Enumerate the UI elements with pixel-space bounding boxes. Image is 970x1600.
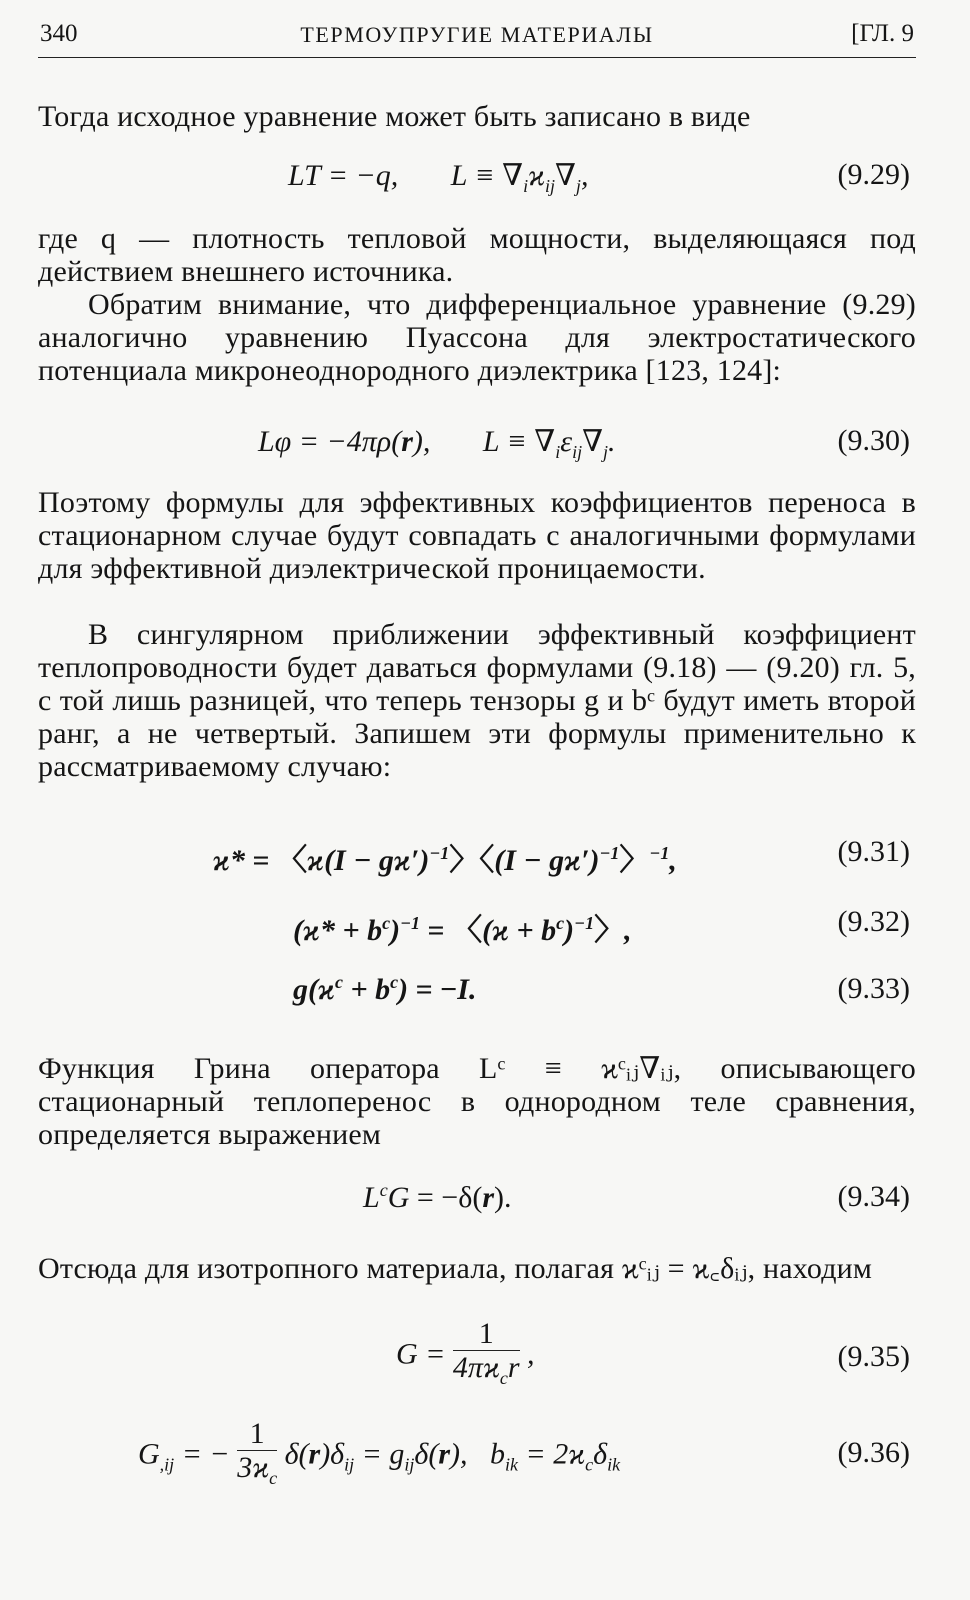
equation-9-30 [38,424,916,464]
page-number: 340 [40,20,78,47]
equation-number: (9.30) [837,424,910,457]
paragraph-7: Отсюда для изотропного материала, полагая ϰᶜᵢⱼ = ϰ꜀δᵢⱼ, находим [38,1252,873,1285]
running-title: ТЕРМОУПРУГИЕ МАТЕРИАЛЫ [300,22,654,47]
paragraph-5: В сингулярном приближении эффективный коэффициент теплопроводности будет даваться формулами (9.18) — (9.20) гл. 5, с той лишь разницей, что теперь тензоры g и bᶜ будут иметь второй ранг, а не четвертый. Запишем эти формулы применительно к рассматриваемому случаю: [38,618,916,783]
paragraph-4: Поэтому формулы для эффективных коэффициентов переноса в стационарном случае будут совпадать с аналогичными формулами для эффективной диэлектрической проницаемости. [38,486,916,585]
chapter-label: [ГЛ. 9 [851,20,914,47]
paragraph-2: где q — плотность тепловой мощности, выделяющаяся под действием внешнего источника. [38,222,916,288]
book-page [38,0,916,1600]
equation-formula: Lφ = −4πρ(r), $L \equiv \nabla_i\varepsilon_{ij}\nabla_j$. [258,425,616,462]
equation-formula: LT = −q, $L \equiv \nabla_iϰ_{ij}\nabla_j$, [288,159,589,196]
equation-number: (9.29) [837,158,910,191]
paragraph-6: Функция Грина оператора Lᶜ ≡ ϰᶜᵢⱼ∇ᵢⱼ, описывающего стационарный теплоперенос в однородном теле сравнения, определяется выражением [38,1052,916,1151]
running-header [38,14,916,54]
paragraph-3: Обратим внимание, что дифференциальное уравнение (9.29) аналогично уравнению Пуассона для электростатического потенциала микронеоднородного диэлектрика [123, 124]: [38,288,916,387]
equation-formula: $G_{,ij}$ = − $\frac{1}{3ϰ_c}$ $\delta(r)\delta_{ij} = g_{ij}\delta(r)$, $b_{ik} = 2ϰ_c\delta_{ik}$ [138,1417,621,1488]
equation-9-32 [38,905,916,945]
equation-formula: $g(ϰ^c + b^c) = -I$. [293,972,477,1006]
equation-9-36 [38,1418,916,1498]
equation-number: (9.34) [837,1180,910,1213]
equation-number: (9.31) [837,835,910,868]
header-rule [38,57,916,58]
equation-9-31 [38,835,916,875]
equation-formula: $(ϰ* + b^c)^{-1}$ = 〈$(ϰ + b^c)^{-1}$〉, [293,913,632,947]
equation-formula: $L^cG = -\delta(r)$. [363,1180,512,1214]
equation-formula: G = $\frac{1}{4\pi ϰ_cr}$ , [396,1317,535,1388]
equation-number: (9.35) [837,1340,910,1373]
equation-number: (9.36) [837,1436,910,1469]
equation-9-35 [38,1318,916,1398]
paragraph-1: Тогда исходное уравнение может быть записано в виде [38,100,751,133]
equation-9-34 [38,1180,916,1220]
equation-formula: ϰ* = 〈$ϰ(I - gϰ')^{-1}$〉〈$(I - gϰ')^{-1}$〉$^{-1}$, [213,843,677,877]
equation-number: (9.32) [837,905,910,938]
equation-9-33 [38,972,916,1012]
equation-number: (9.33) [837,972,910,1005]
equation-9-29 [38,158,916,198]
